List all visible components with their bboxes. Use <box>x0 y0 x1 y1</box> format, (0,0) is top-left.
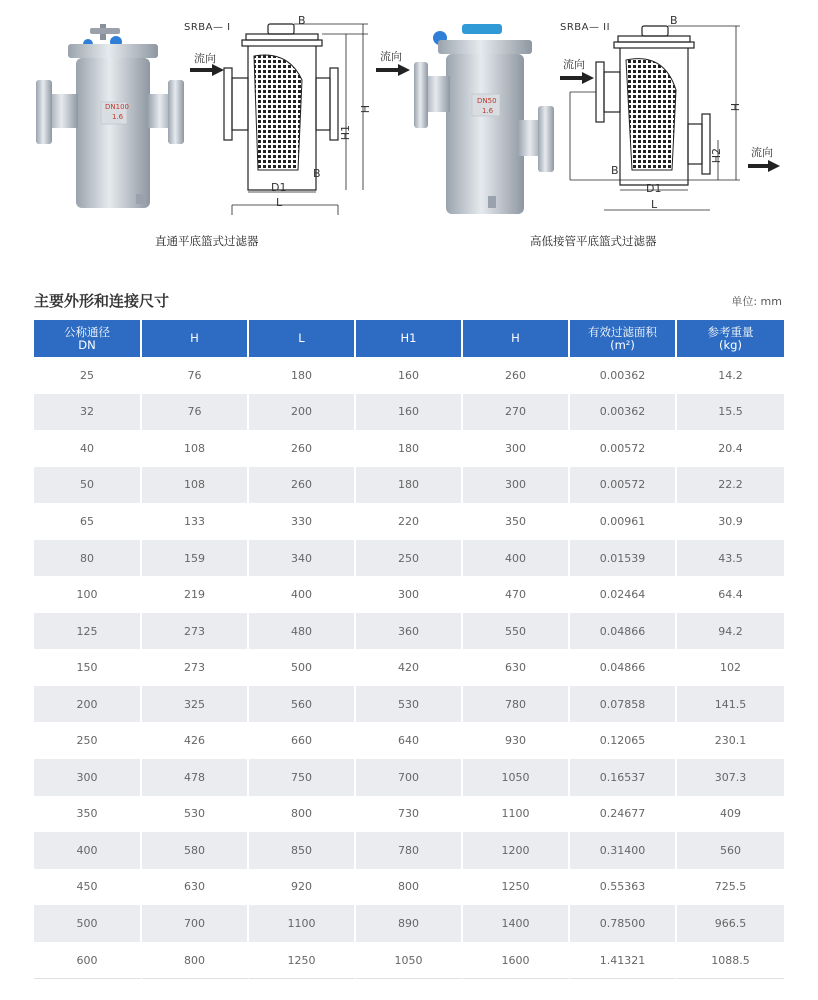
figures-strip <box>0 0 818 260</box>
table-cell: 350 <box>463 503 570 540</box>
table-row <box>34 613 784 650</box>
table-cell: 400 <box>463 540 570 577</box>
table-cell: 250 <box>356 540 463 577</box>
table-cell: 409 <box>720 807 741 821</box>
table-cell: 450 <box>34 869 142 906</box>
flow-arrow-icon <box>748 160 780 172</box>
column-header-sublabel: (m²) <box>610 337 635 352</box>
table-cell: 0.00362 <box>570 357 677 394</box>
table-cell: 307.3 <box>677 759 784 796</box>
table-cell: 725.5 <box>714 880 747 894</box>
diagram-title: SRBA— II <box>560 22 611 33</box>
dim-D1: D1 <box>646 182 662 195</box>
flow-direction-label: 流向 <box>563 58 585 71</box>
table-cell: 660 <box>249 722 356 759</box>
table-cell: 159 <box>142 540 249 577</box>
column-header-sublabel: DN <box>78 337 96 352</box>
dim-B-bottom: B <box>313 167 321 180</box>
table-row <box>34 357 784 394</box>
table-cell: 0.00362 <box>570 394 677 431</box>
table-cell: 0.00961 <box>570 503 677 540</box>
table-row <box>34 796 784 833</box>
table-cell: 50 <box>34 467 142 504</box>
table-header-row <box>34 320 784 357</box>
table-cell: 0.16537 <box>570 759 677 796</box>
table-cell: 108 <box>142 467 249 504</box>
table-cell: 150 <box>34 649 142 686</box>
table-cell: 160 <box>356 357 463 394</box>
nameplate-line1: DN50 <box>477 97 497 105</box>
unit-label: 单位: mm <box>731 295 782 308</box>
dim-B-top: B <box>298 14 306 27</box>
dim-L: L <box>276 196 283 209</box>
diagram-title: SRBA— I <box>184 22 231 33</box>
table-cell: 0.02464 <box>570 576 677 613</box>
table-row <box>34 869 784 906</box>
table-cell: 800 <box>142 942 249 980</box>
table-cell: 1100 <box>463 796 570 833</box>
table-cell: 560 <box>249 686 356 723</box>
table-cell: 780 <box>356 832 463 869</box>
table-row <box>34 759 784 796</box>
flow-direction-label: 流向 <box>194 52 216 65</box>
dim-L: L <box>651 198 658 211</box>
table-cell: 300 <box>356 576 463 613</box>
table-cell: 100 <box>34 576 142 613</box>
column-header-label: H <box>190 331 199 345</box>
table-cell: 1.41321 <box>570 942 677 980</box>
table-cell: 0.01539 <box>570 540 677 577</box>
table-row <box>34 576 784 613</box>
table-cell: 1050 <box>463 759 570 796</box>
table-cell: 580 <box>142 832 249 869</box>
table-cell: 94.2 <box>677 613 784 650</box>
table-row <box>34 467 784 504</box>
dim-H2: H2 <box>710 148 723 164</box>
table-cell: 630 <box>142 869 249 906</box>
table-cell: 220 <box>356 503 463 540</box>
table-cell: 500 <box>34 905 142 942</box>
table-cell: 300 <box>34 759 142 796</box>
table-cell: 350 <box>34 796 142 833</box>
table-cell: 890 <box>356 905 463 942</box>
table-cell: 0.24677 <box>570 796 677 833</box>
table-row <box>34 503 784 540</box>
table-cell: 500 <box>249 649 356 686</box>
table-cell: 14.2 <box>718 368 743 382</box>
table-row <box>34 905 784 942</box>
table-cell: 30.9 <box>718 514 743 528</box>
table-cell: 325 <box>142 686 249 723</box>
table-cell: 1250 <box>463 869 570 906</box>
table-cell: 1200 <box>463 832 570 869</box>
dim-H1: H1 <box>339 125 352 141</box>
table-cell: 270 <box>463 394 570 431</box>
table-cell: 260 <box>463 357 570 394</box>
table-cell: 64.4 <box>718 588 743 602</box>
table-row <box>34 394 784 431</box>
dim-H: H <box>359 105 372 114</box>
table-cell: 966.5 <box>677 905 784 942</box>
column-header <box>249 320 356 357</box>
table-cell: 700 <box>356 759 463 796</box>
table-cell: 22.2 <box>677 467 784 504</box>
column-header-label: 有效过滤面积 <box>588 324 657 339</box>
table-cell: 0.04866 <box>570 649 677 686</box>
nameplate-line1: DN100 <box>105 103 129 111</box>
table-cell: 180 <box>249 357 356 394</box>
dim-D1: D1 <box>271 181 287 194</box>
column-header-label: L <box>298 331 305 345</box>
table-cell: 420 <box>356 649 463 686</box>
column-header-sublabel: (kg) <box>719 337 742 352</box>
dimensions-table <box>34 320 784 979</box>
table-cell: 340 <box>249 540 356 577</box>
table-row <box>34 722 784 759</box>
table-cell: 400 <box>249 576 356 613</box>
table-cell: 20.4 <box>718 441 743 455</box>
table-cell: 330 <box>249 503 356 540</box>
table-cell: 230.1 <box>714 734 747 748</box>
table-row <box>34 649 784 686</box>
nameplate-line2: 1.6 <box>112 113 124 121</box>
column-header-label: 参考重量 <box>707 324 754 339</box>
table-cell: 400 <box>34 832 142 869</box>
table-cell: 260 <box>249 467 356 504</box>
table-cell: 360 <box>356 613 463 650</box>
table-cell: 530 <box>142 796 249 833</box>
table-row <box>34 540 784 577</box>
table-cell: 560 <box>677 832 784 869</box>
table-cell: 300 <box>463 467 570 504</box>
table-cell: 1250 <box>249 942 356 980</box>
table-cell: 133 <box>142 503 249 540</box>
section-title: 主要外形和连接尺寸 <box>34 292 170 310</box>
table-cell: 200 <box>249 394 356 431</box>
column-header-label: H1 <box>400 331 417 345</box>
table-row <box>34 942 784 980</box>
column-header <box>34 320 142 357</box>
table-cell: 250 <box>34 722 142 759</box>
table-cell: 125 <box>34 613 142 650</box>
flow-direction-label: 流向 <box>380 50 402 63</box>
table-cell: 480 <box>249 613 356 650</box>
table-cell: 0.00572 <box>570 430 677 467</box>
table-cell: 550 <box>463 613 570 650</box>
table-cell: 200 <box>34 686 142 723</box>
table-cell: 40 <box>34 430 142 467</box>
column-header <box>356 320 463 357</box>
table-cell: 0.55363 <box>570 869 677 906</box>
table-cell: 800 <box>356 869 463 906</box>
table-cell: 0.31400 <box>570 832 677 869</box>
table-cell: 1400 <box>463 905 570 942</box>
table-cell: 15.5 <box>677 394 784 431</box>
table-cell: 1050 <box>356 942 463 980</box>
table-cell: 108 <box>142 430 249 467</box>
table-cell: 0.12065 <box>570 722 677 759</box>
table-cell: 65 <box>34 503 142 540</box>
table-cell: 76 <box>142 357 249 394</box>
table-cell: 141.5 <box>677 686 784 723</box>
table-cell: 730 <box>356 796 463 833</box>
table-cell: 850 <box>249 832 356 869</box>
column-header-label: 公称通径 <box>64 324 110 339</box>
table-cell: 219 <box>142 576 249 613</box>
table-cell: 300 <box>463 430 570 467</box>
table-cell: 273 <box>142 649 249 686</box>
table-row <box>34 832 784 869</box>
dim-H: H <box>729 103 742 112</box>
table-cell: 0.78500 <box>570 905 677 942</box>
column-header <box>463 320 570 357</box>
table-cell: 800 <box>249 796 356 833</box>
column-header <box>570 320 677 357</box>
table-cell: 750 <box>249 759 356 796</box>
column-header <box>142 320 249 357</box>
table-body <box>34 357 784 979</box>
table-cell: 0.07858 <box>570 686 677 723</box>
column-header <box>677 320 784 357</box>
table-cell: 640 <box>356 722 463 759</box>
table-cell: 630 <box>463 649 570 686</box>
table-cell: 25 <box>34 357 142 394</box>
dim-B-top: B <box>670 14 678 27</box>
table-cell: 470 <box>463 576 570 613</box>
table-cell: 1100 <box>249 905 356 942</box>
flow-direction-label: 流向 <box>751 146 773 159</box>
table-cell: 80 <box>34 540 142 577</box>
table-cell: 180 <box>356 430 463 467</box>
table-cell: 260 <box>249 430 356 467</box>
table-cell: 43.5 <box>677 540 784 577</box>
table-cell: 76 <box>142 394 249 431</box>
table-row <box>34 686 784 723</box>
nameplate-line2: 1.6 <box>482 107 494 115</box>
strainer-photo-offset <box>410 16 560 221</box>
table-row <box>34 430 784 467</box>
table-cell: 1600 <box>463 942 570 980</box>
strainer-diagram-straight <box>218 20 378 220</box>
dim-B-bottom: B <box>611 164 619 177</box>
table-cell: 700 <box>142 905 249 942</box>
table-cell: 0.00572 <box>570 467 677 504</box>
table-cell: 32 <box>34 394 142 431</box>
caption-offset-strainer: 高低接管平底篮式过滤器 <box>530 234 657 248</box>
table-cell: 160 <box>356 394 463 431</box>
table-cell: 273 <box>142 613 249 650</box>
table-cell: 478 <box>142 759 249 796</box>
column-header-label: H <box>511 331 520 345</box>
table-cell: 0.04866 <box>570 613 677 650</box>
table-cell: 180 <box>356 467 463 504</box>
table-cell: 102 <box>720 661 741 675</box>
table-cell: 1088.5 <box>677 942 784 980</box>
table-cell: 780 <box>463 686 570 723</box>
table-cell: 530 <box>356 686 463 723</box>
table-cell: 930 <box>463 722 570 759</box>
strainer-photo-straight <box>28 18 188 218</box>
table-cell: 920 <box>249 869 356 906</box>
flow-arrow-icon <box>376 64 410 76</box>
table-cell: 426 <box>142 722 249 759</box>
caption-straight-strainer: 直通平底篮式过滤器 <box>155 234 259 248</box>
table-cell: 600 <box>34 942 142 980</box>
